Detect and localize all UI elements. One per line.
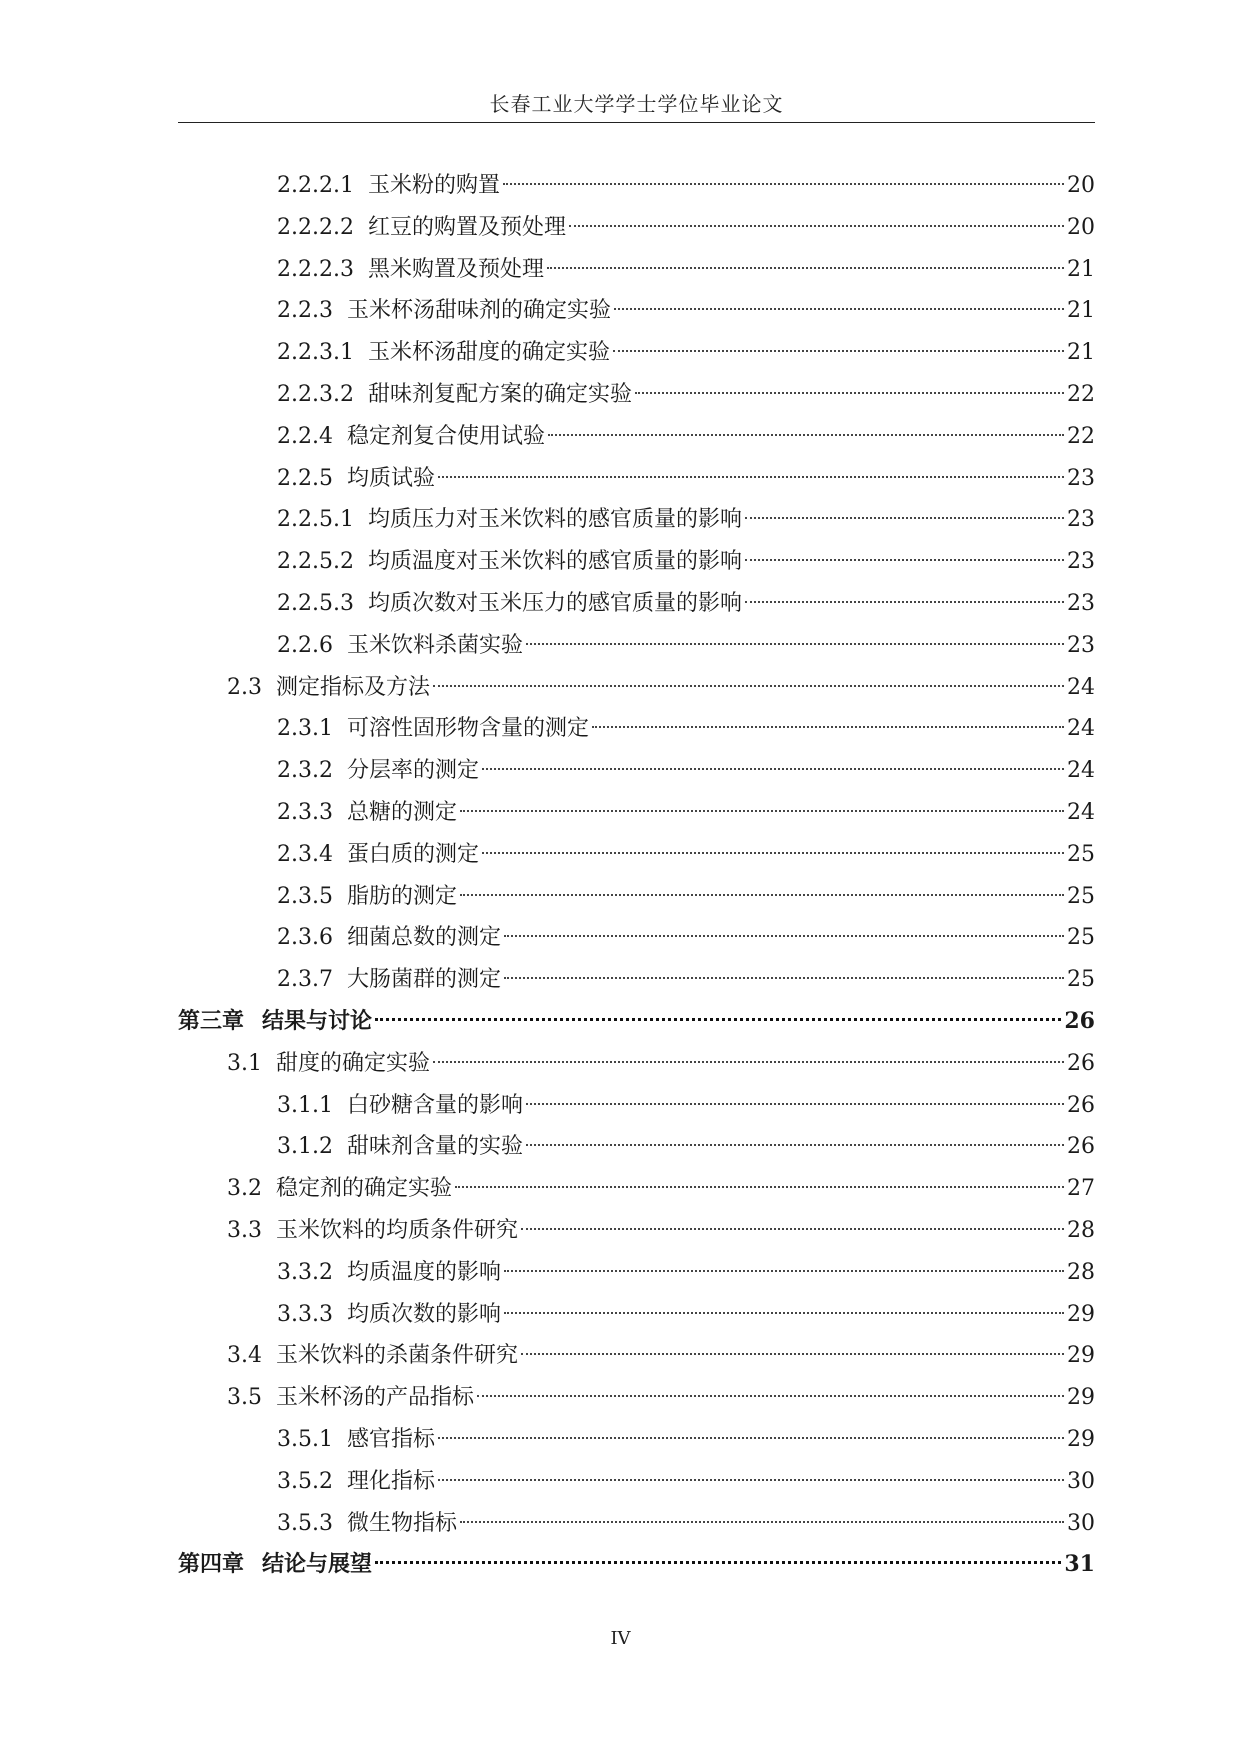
dot-leader [547,267,1064,269]
toc-entry-title: 细菌总数的测定 [346,925,501,951]
toc-entry[interactable] [178,1210,1095,1252]
toc-entry-number: 3.3.2 [277,1259,333,1285]
toc-entry-title: 分层率的测定 [346,758,479,784]
toc-entry[interactable] [178,876,1095,918]
toc-entry-title: 大肠菌群的测定 [346,967,501,993]
toc-entry[interactable] [178,207,1095,249]
toc-entry[interactable] [178,583,1095,625]
dot-leader [526,1144,1064,1146]
toc-entry-page: 23 [1067,590,1095,616]
toc-entry-title: 稳定剂复合使用试验 [346,423,545,449]
dot-leader [526,1103,1064,1105]
toc-entry-number: 3.5.1 [277,1426,333,1452]
toc-entry-number: 2.3.5 [277,883,333,909]
dot-leader [592,726,1064,728]
toc-entry-number: 2.3.1 [277,716,333,742]
toc-entry[interactable] [178,1461,1095,1503]
toc-entry-page: 29 [1067,1385,1095,1411]
toc-entry-title: 甜味剂复配方案的确定实验 [367,381,632,407]
toc-entry[interactable] [178,416,1095,458]
toc-entry-number: 2.2.5 [277,465,333,491]
toc-entry-number: 2.2.3.1 [277,340,354,366]
toc-entry[interactable] [178,1503,1095,1545]
dot-leader [548,434,1064,436]
toc-entry-page: 21 [1067,298,1095,324]
toc-entry-title: 测定指标及方法 [276,674,431,700]
toc-entry-title: 均质压力对玉米饮料的感官质量的影响 [367,507,742,533]
toc-entry[interactable] [178,374,1095,416]
toc-entry-page: 25 [1067,883,1095,909]
dot-leader [438,1479,1064,1481]
toc-entry-number: 2.3.7 [277,967,333,993]
dot-leader [482,768,1064,770]
toc-entry-page: 26 [1067,1050,1095,1076]
toc-entry-title: 均质温度的影响 [346,1259,501,1285]
dot-leader [504,977,1064,979]
toc-entry-title: 玉米饮料杀菌实验 [346,632,523,658]
toc-entry-page: 24 [1067,758,1095,784]
dot-leader [521,1228,1064,1230]
dot-leader [504,1270,1064,1272]
toc-entry-title: 均质次数的影响 [346,1301,501,1327]
toc-entry[interactable] [178,834,1095,876]
toc-entry-number: 3.5.3 [277,1510,333,1536]
toc-entry-page: 26 [1067,1092,1095,1118]
toc-entry-page: 29 [1067,1343,1095,1369]
toc-entry-page: 21 [1067,256,1095,282]
toc-entry-title: 玉米粉的购置 [367,173,500,198]
dot-leader [614,308,1064,310]
toc-entry-number: 2.2.2.2 [277,214,354,240]
toc-entry-page: 24 [1067,716,1095,742]
toc-entry-title: 总糖的测定 [346,799,457,825]
toc-entry-page: 25 [1067,967,1095,993]
toc-entry-page: 29 [1067,1426,1095,1452]
toc-entry-number: 2.2.5.1 [277,507,354,533]
toc-entry-title: 结果与讨论 [262,1007,373,1034]
toc-entry-page: 26 [1067,1134,1095,1160]
toc-entry-number: 2.2.6 [277,632,333,658]
toc-entry-page: 21 [1067,340,1095,366]
dot-leader [504,1312,1064,1314]
toc-entry-page: 20 [1067,214,1095,240]
toc-entry-number: 2.3 [227,674,262,700]
toc-entry-title: 理化指标 [346,1468,435,1494]
toc-entry[interactable] [178,1126,1095,1168]
dot-leader [569,225,1064,227]
toc-entry-page: 23 [1067,549,1095,575]
toc-entry[interactable] [178,625,1095,667]
toc-entry-number: 2.2.5.2 [277,549,354,575]
toc-entry[interactable] [178,541,1095,583]
toc-entry-page: 28 [1067,1259,1095,1285]
toc-entry-title: 玉米杯汤的产品指标 [276,1385,475,1411]
toc-entry[interactable] [178,1419,1095,1461]
table-of-contents [178,165,1095,1586]
toc-entry-number: 第四章 [178,1551,245,1578]
toc-entry[interactable] [178,708,1095,750]
header-rule [178,122,1095,123]
toc-entry-title: 稳定剂的确定实验 [276,1176,453,1202]
toc-entry-page: 26 [1064,1007,1095,1034]
toc-entry-number: 3.5 [227,1385,262,1411]
toc-entry-title: 白砂糖含量的影响 [346,1092,523,1118]
toc-entry[interactable] [178,1252,1095,1294]
dot-leader [503,183,1064,185]
toc-entry[interactable] [178,667,1095,709]
toc-entry-number: 3.1.1 [277,1092,333,1118]
toc-entry-number: 3.3.3 [277,1301,333,1327]
toc-entry-number: 2.2.5.3 [277,590,354,616]
dot-leader [526,643,1064,645]
dot-leader [438,476,1064,478]
dot-leader [375,1018,1061,1021]
dot-leader [635,392,1064,394]
toc-entry[interactable] [178,917,1095,959]
toc-entry-title: 均质次数对玉米压力的感官质量的影响 [367,590,742,616]
toc-entry[interactable] [178,1377,1095,1419]
toc-entry-number: 3.4 [227,1343,262,1369]
dot-leader [521,1353,1064,1355]
toc-entry-page: 23 [1067,632,1095,658]
toc-entry-number: 2.2.2.3 [277,256,354,282]
toc-entry-title: 甜味剂含量的实验 [346,1134,523,1160]
toc-entry-title: 微生物指标 [346,1510,457,1536]
toc-entry-title: 均质试验 [346,465,435,491]
toc-entry-title: 玉米杯汤甜味剂的确定实验 [346,298,611,324]
toc-entry-page: 24 [1067,799,1095,825]
toc-entry-title: 红豆的购置及预处理 [367,214,566,240]
dot-leader [455,1186,1064,1188]
dot-leader [613,350,1064,352]
toc-entry-number: 3.1 [227,1050,262,1076]
dot-leader [460,810,1064,812]
toc-entry[interactable] [178,1335,1095,1377]
toc-entry[interactable] [178,332,1095,374]
toc-entry-page: 24 [1067,674,1095,700]
dot-leader [745,517,1064,519]
toc-entry[interactable] [178,1043,1095,1085]
toc-entry-title: 玉米饮料的杀菌条件研究 [276,1343,519,1369]
toc-entry-page: 31 [1064,1551,1095,1578]
toc-entry[interactable] [178,1085,1095,1127]
toc-entry[interactable] [178,1168,1095,1210]
toc-entry[interactable] [178,750,1095,792]
toc-entry-title: 结论与展望 [262,1551,373,1578]
toc-entry-page: 22 [1067,423,1095,449]
toc-entry-page: 20 [1067,173,1095,198]
dot-leader [438,1437,1064,1439]
toc-entry-number: 2.3.2 [277,758,333,784]
toc-entry[interactable] [178,249,1095,291]
dot-leader [745,601,1064,603]
toc-entry[interactable] [178,1001,1095,1043]
toc-entry-number: 2.2.3.2 [277,381,354,407]
dot-leader [460,1521,1064,1523]
toc-entry-number: 3.5.2 [277,1468,333,1494]
toc-entry[interactable] [178,165,1095,207]
toc-entry-page: 23 [1067,507,1095,533]
toc-entry-title: 脂肪的测定 [346,883,457,909]
toc-entry-page: 25 [1067,841,1095,867]
toc-entry-number: 3.1.2 [277,1134,333,1160]
toc-entry-number: 2.2.3 [277,298,333,324]
toc-entry-number: 2.2.2.1 [277,173,354,198]
toc-entry-title: 甜度的确定实验 [276,1050,431,1076]
toc-entry[interactable] [178,792,1095,834]
dot-leader [482,852,1064,854]
page-number: IV [610,1628,631,1649]
toc-entry-page: 27 [1067,1176,1095,1202]
toc-entry-number: 3.2 [227,1176,262,1202]
toc-entry-page: 23 [1067,465,1095,491]
toc-entry[interactable] [178,499,1095,541]
toc-entry[interactable] [178,959,1095,1001]
toc-entry-number: 第三章 [178,1007,245,1034]
toc-entry-number: 2.3.3 [277,799,333,825]
toc-entry[interactable] [178,1544,1095,1586]
toc-entry-page: 30 [1067,1468,1095,1494]
toc-entry-page: 25 [1067,925,1095,951]
toc-entry-title: 可溶性固形物含量的测定 [346,716,589,742]
toc-entry-page: 28 [1067,1217,1095,1243]
dot-leader [433,685,1064,687]
dot-leader [375,1561,1061,1564]
page-header: 长春工业大学学士学位毕业论文 [489,92,784,116]
toc-entry-number: 3.3 [227,1217,262,1243]
toc-entry-title: 玉米杯汤甜度的确定实验 [367,340,610,366]
toc-entry[interactable] [178,458,1095,500]
toc-entry-page: 22 [1067,381,1095,407]
dot-leader [504,935,1064,937]
toc-entry-title: 黑米购置及预处理 [367,256,544,282]
dot-leader [460,894,1064,896]
toc-entry-number: 2.2.4 [277,423,333,449]
toc-entry[interactable] [178,290,1095,332]
toc-entry-page: 30 [1067,1510,1095,1536]
toc-entry-number: 2.3.4 [277,841,333,867]
dot-leader [745,559,1064,561]
dot-leader [433,1061,1064,1063]
toc-entry-title: 感官指标 [346,1426,435,1452]
toc-entry-page: 29 [1067,1301,1095,1327]
dot-leader [477,1395,1064,1397]
toc-entry[interactable] [178,1294,1095,1336]
toc-entry-title: 均质温度对玉米饮料的感官质量的影响 [367,549,742,575]
toc-entry-number: 2.3.6 [277,925,333,951]
toc-entry-title: 玉米饮料的均质条件研究 [276,1217,519,1243]
toc-entry-title: 蛋白质的测定 [346,841,479,867]
